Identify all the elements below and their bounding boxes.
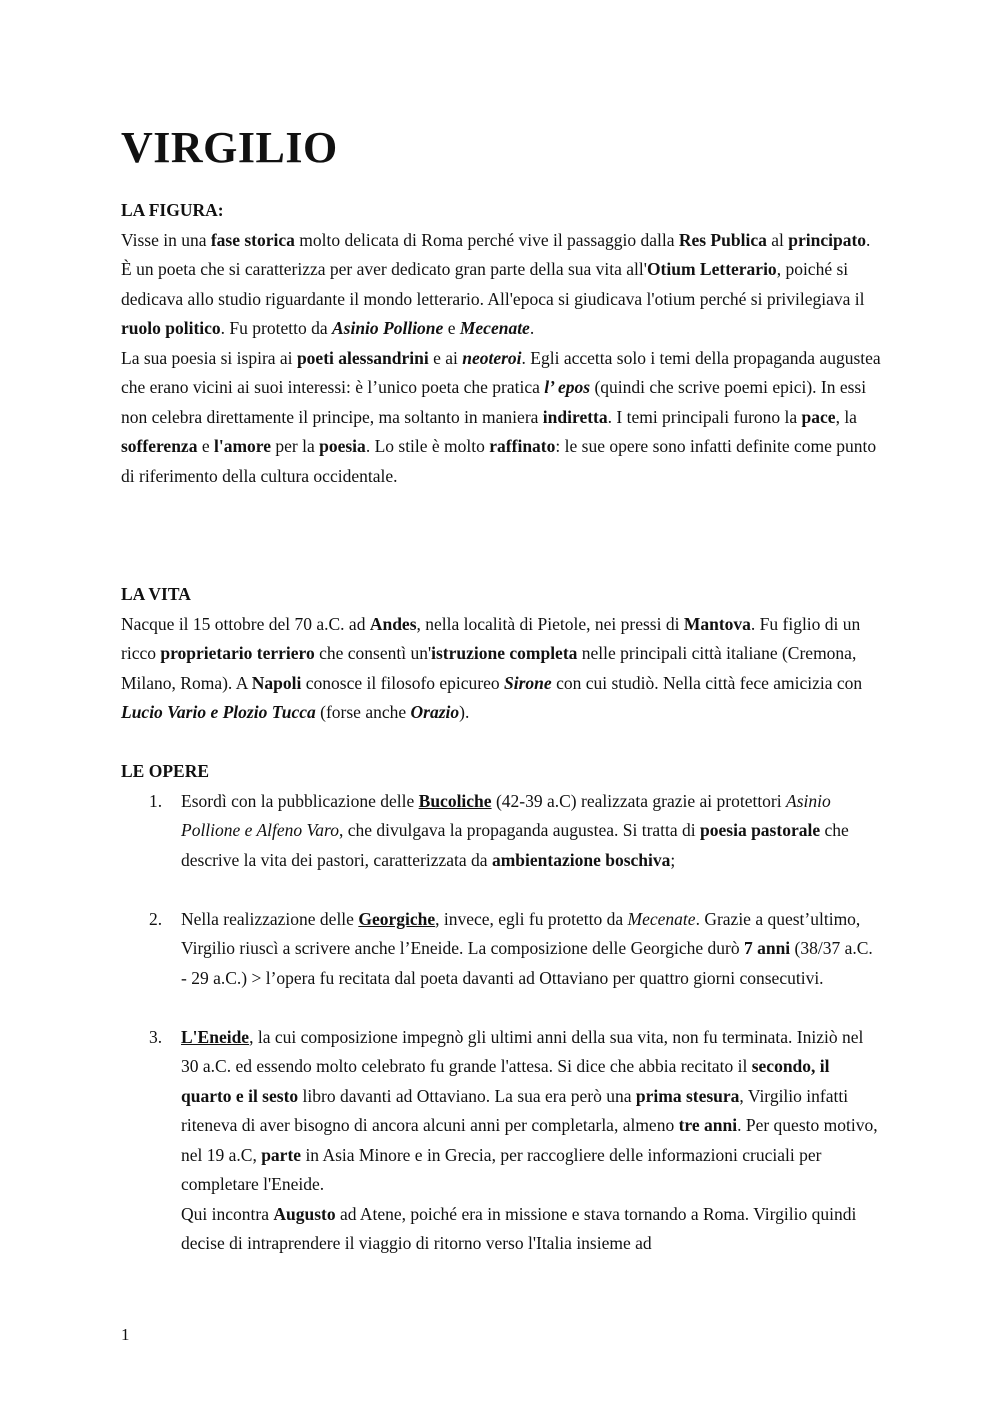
section-opere xyxy=(121,757,881,1288)
emphasis-text: ruolo politico xyxy=(121,318,221,338)
work-title: L'Eneide xyxy=(181,1026,250,1047)
section-vita xyxy=(121,580,881,728)
emphasis-text: Otium Letterario xyxy=(646,259,777,279)
emphasis-text: Augusto xyxy=(273,1203,336,1224)
list-number: 1. xyxy=(149,790,163,811)
text-run: Qui incontra xyxy=(181,1203,274,1224)
text-run: e xyxy=(443,318,460,338)
emphasis-text: raffinato xyxy=(489,436,556,456)
emphasis-text: fase storica xyxy=(210,229,295,250)
emphasis-text: Mantova xyxy=(683,613,751,634)
emphasis-text: neoteroi xyxy=(462,347,522,368)
paragraph xyxy=(121,344,881,492)
text-run: , invece, egli fu protetto da xyxy=(435,908,628,929)
list-number: 2. xyxy=(149,908,163,929)
text-run: che consentì un' xyxy=(314,643,432,663)
emphasis-text: proprietario terriero xyxy=(160,643,315,663)
text-run: , la cui composizione impegnò gli ultimi anni della sua vita, non fu terminata. Iniziò nel 30 a.C. ed essendo molto celebrato fu grande l'attesa. Si dice che abbia recitato il xyxy=(181,1026,864,1076)
emphasis-text: sofferenza xyxy=(121,436,198,456)
emphasis-text: poesia pastorale xyxy=(700,820,821,840)
text-run: per la xyxy=(271,436,320,456)
text-run: conosce il filosofo epicureo xyxy=(301,672,505,693)
work-title: Bucoliche xyxy=(418,790,492,811)
text-run: . Fu figlio di un ricco xyxy=(121,613,861,663)
text-run: nelle principali città italiane (Cremona, Milano, Roma). A xyxy=(121,643,857,693)
emphasis-text: Orazio xyxy=(410,702,460,722)
emphasis-text: indiretta xyxy=(542,406,608,427)
text-run: e ai xyxy=(428,347,463,368)
text-run: Nella realizzazione delle xyxy=(181,908,359,929)
text-run: , poiché si dedicava allo studio riguardante il mondo letterario. All'epoca si giudicava l'otium perché si privilegiava il xyxy=(121,259,865,309)
text-run: . Grazie a quest’ultimo, Virgilio riuscì a scrivere anche l’Eneide. La composizione delle Georgiche durò xyxy=(181,908,861,958)
emphasis-text: Mecenate xyxy=(459,318,530,338)
list-item-text xyxy=(181,791,849,870)
emphasis-text: prima stesura xyxy=(635,1085,740,1106)
text-run: ad Atene, poiché era in missione e stava tornando a Roma. Virgilio quindi decise di intraprendere il viaggio di ritorno verso l'Italia insieme ad xyxy=(181,1203,857,1253)
text-run: , Virgilio infatti riteneva di aver bisogno di ancora alcuni anni per completarla, almeno xyxy=(181,1085,849,1135)
section-figura xyxy=(121,196,881,491)
text-run: Mecenate xyxy=(627,908,696,929)
page-title: VIRGILIO xyxy=(121,123,338,172)
emphasis-text: Asinio Pollione xyxy=(331,318,444,338)
text-run: . Fu protetto da xyxy=(220,318,332,338)
emphasis-text: tre anni xyxy=(678,1115,738,1135)
emphasis-text: parte xyxy=(261,1144,302,1165)
emphasis-text: Lucio Vario e Plozio Tucca xyxy=(121,702,316,722)
list-number: 3. xyxy=(149,1026,163,1047)
text-run: e xyxy=(197,436,214,456)
emphasis-text: 7 anni xyxy=(743,938,791,958)
text-run: (42-39 a.C) realizzata grazie ai protettori xyxy=(491,790,786,811)
list-item-text xyxy=(181,1027,878,1195)
text-run: che descrive la vita dei pastori, caratterizzata da xyxy=(181,820,849,870)
text-run: in Asia Minore e in Grecia, per raccogliere delle informazioni cruciali per completare l'Eneide. xyxy=(181,1144,822,1194)
text-run: (forse anche xyxy=(315,702,411,722)
text-run: , che divulgava la propaganda augustea. Si tratta di xyxy=(338,820,701,840)
text-run: molto delicata di Roma perché vive il passaggio dalla xyxy=(294,229,679,250)
emphasis-text: Sirone xyxy=(504,672,552,693)
emphasis-text: principato xyxy=(788,229,867,250)
text-run: Esordì con la pubblicazione delle xyxy=(181,790,419,811)
text-run: . È un poeta che si caratterizza per aver dedicato gran parte della sua vita all' xyxy=(121,229,871,279)
section-heading-figura: LA FIGURA: xyxy=(121,200,224,220)
emphasis-text: Napoli xyxy=(251,672,302,693)
paragraph xyxy=(121,226,881,344)
text-run: Visse in una xyxy=(121,229,211,250)
page-number: 1 xyxy=(121,1325,130,1344)
text-run: La sua poesia si ispira ai xyxy=(121,347,297,368)
list-item xyxy=(121,905,881,994)
list-item xyxy=(121,787,881,876)
works-list xyxy=(121,787,881,1259)
list-item-text-continued xyxy=(181,1204,856,1254)
text-run: : le sue opere sono infatti definite come punto di riferimento della cultura occidentale. xyxy=(121,436,877,486)
text-run: . Lo stile è molto xyxy=(365,436,490,456)
text-run: ; xyxy=(670,849,676,870)
paragraph xyxy=(121,610,881,728)
text-run: Nacque il 15 ottobre del 70 a.C. ad xyxy=(121,613,370,634)
emphasis-text: pace xyxy=(801,406,836,427)
emphasis-text: Res Publica xyxy=(678,229,767,250)
text-run: (quindi che scrive poemi epici). In essi non celebra direttamente il principe, ma soltanto in maniera xyxy=(121,377,867,427)
text-run: . xyxy=(529,318,535,338)
text-run: . Egli accetta solo i temi della propaganda augustea che erano vicini ai suoi interessi: è l’unico poeta che pratica xyxy=(121,347,881,397)
text-run: (38/37 a.C. - 29 a.C.) > l’opera fu recitata dal poeta davanti ad Ottaviano per quattro giorni consecutivi. xyxy=(181,938,873,988)
text-run: ). xyxy=(459,702,470,722)
text-run: , la xyxy=(835,406,857,427)
emphasis-text: Andes xyxy=(369,613,417,634)
emphasis-text: poeti alessandrini xyxy=(296,347,429,368)
text-run: . I temi principali furono la xyxy=(607,406,802,427)
section-heading-vita: LA VITA xyxy=(121,584,191,604)
text-run: . Per questo motivo, nel 19 a.C, xyxy=(181,1115,878,1165)
emphasis-text: l'amore xyxy=(213,436,272,456)
text-run: con cui studiò. Nella città fece amicizia con xyxy=(551,672,863,693)
text-run: , nella località di Pietole, nei pressi di xyxy=(416,613,684,634)
text-run: al xyxy=(766,229,789,250)
emphasis-text: secondo, il quarto e il sesto xyxy=(181,1056,830,1106)
work-title: Georgiche xyxy=(358,908,436,929)
list-item-text xyxy=(181,909,873,988)
emphasis-text: poesia xyxy=(319,436,366,456)
list-item xyxy=(121,1023,881,1259)
text-run: Asinio Pollione e Alfeno Varo xyxy=(181,790,831,840)
emphasis-text: l’ epos xyxy=(544,377,591,397)
emphasis-text: ambientazione boschiva xyxy=(491,849,671,870)
text-run: libro davanti ad Ottaviano. La sua era però una xyxy=(298,1085,636,1106)
section-heading-opere: LE OPERE xyxy=(121,761,210,781)
emphasis-text: istruzione completa xyxy=(431,643,578,663)
